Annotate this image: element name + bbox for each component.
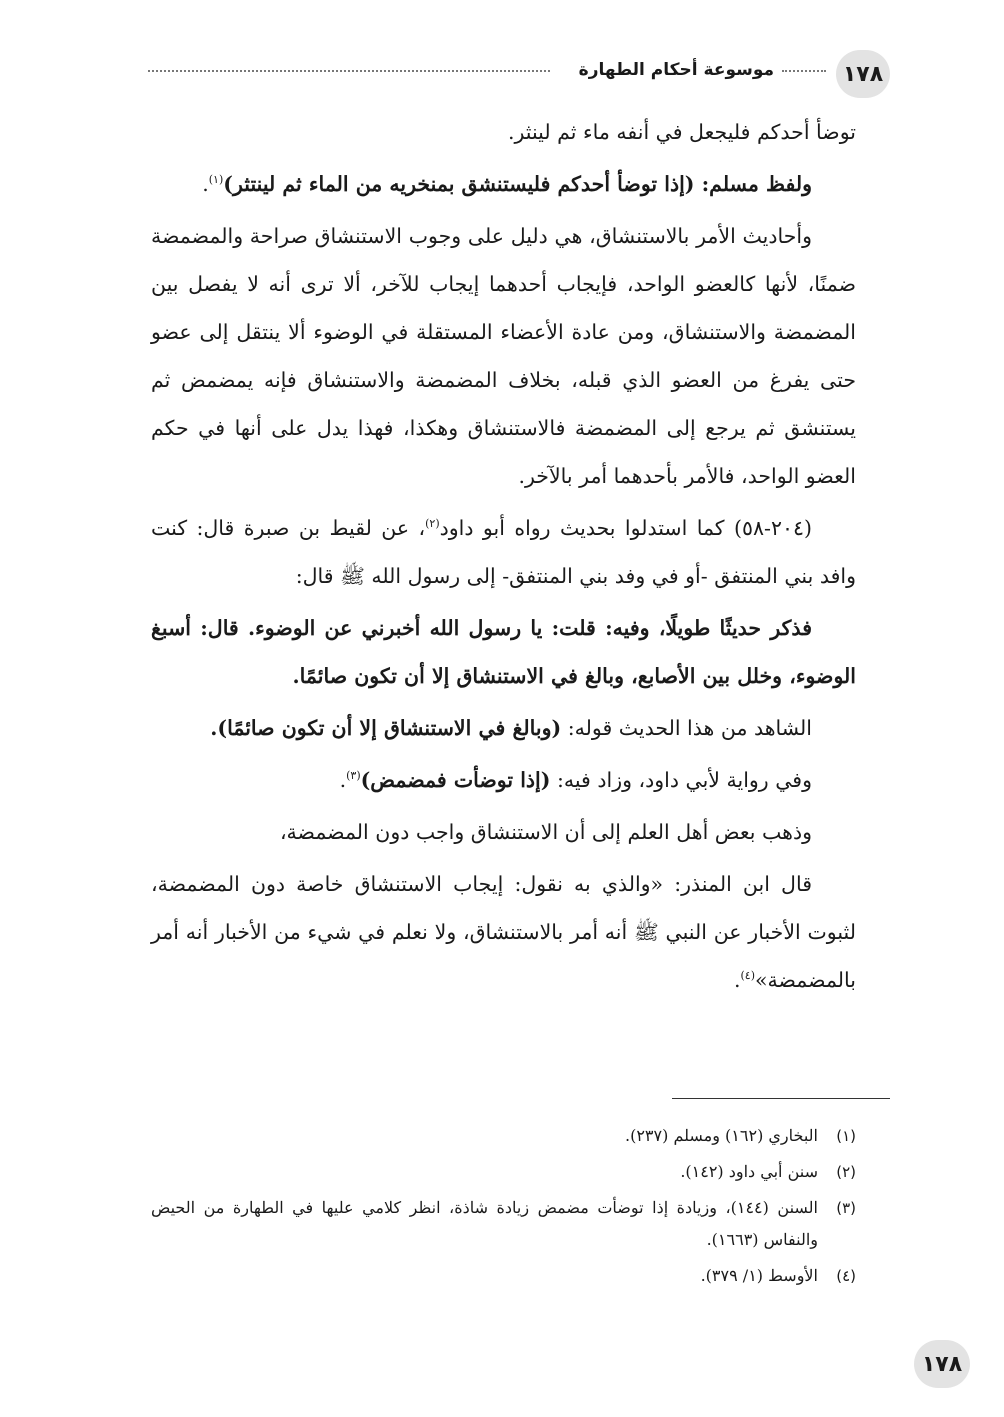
running-title: موسوعة أحكام الطهارة <box>571 60 782 80</box>
header-page-number: ١٧٨ <box>836 50 890 98</box>
footnotes <box>151 1120 856 1296</box>
footnote-ref-2[interactable]: (٢) <box>425 517 440 531</box>
footnote-ref-3[interactable]: (٣) <box>346 769 361 783</box>
footnote-2: (٢) سنن أبي داود (١٤٢). <box>680 1162 856 1181</box>
footer-page-number: ١٧٨ <box>914 1340 970 1388</box>
footnote-separator <box>672 1098 890 1099</box>
header-dotted-rule-right <box>782 70 826 72</box>
paragraph-8: وذهب بعض أهل العلم إلى أن الاستنشاق واجب دون المضمضة، <box>279 820 812 844</box>
paragraph-1: توضأ أحدكم فليجعل في أنفه ماء ثم لينثر. <box>507 120 856 144</box>
paragraph-4: (٢٠٤-٥٨) كما استدلوا بحديث رواه أبو داود$^{(٢)}$، عن لقيط بن صبرة قال: كنت وافد بني المنتفق -أو في وفد بني المنتفق- إلى رسول الله ﷺ قال: <box>151 516 856 588</box>
paragraph-5: فذكر حديثًا طويلًا، وفيه: قلت: يا رسول الله أخبرني عن الوضوء. قال: أسبغ الوضوء، وخلل بين الأصابع، وبالغ في الاستنشاق إلا أن تكون صائمًا. <box>151 616 856 688</box>
paragraph-9: قال ابن المنذر: «والذي به نقول: إيجاب الاستنشاق خاصة دون المضمضة، لثبوت الأخبار عن النبي ﷺ أنه أمر بالاستنشاق، ولا نعلم في شيء من الأخبار أنه أمر بالمضمضة»$^{(٤)}$. <box>151 872 856 992</box>
header-dotted-rule-left <box>148 70 550 72</box>
paragraph-7: وفي رواية لأبي داود، وزاد فيه: (إذا توضأت فمضمض)$^{(٣)}$. <box>339 768 812 792</box>
footnote-ref-1[interactable]: (١) <box>208 173 224 187</box>
paragraph-3: وأحاديث الأمر بالاستنشاق، هي دليل على وجوب الاستنشاق صراحة والمضمضة ضمنًا، لأنها كالعضو الواحد، فإيجاب أحدهما إيجاب للآخر، ألا ترى أنه لا يفصل بين المضمضة والاستنشاق، ومن عادة الأعضاء المستقلة في الوضوء ألا ينتقل إلى عضو حتى يفرغ من العضو الذي قبله، بخلاف المضمضة والاستنشاق فإنه يمضمض ثم يستنشق ثم يرجع إلى المضمضة فالاستنشاق وهكذا، فهذا يدل على أنها في حكم العضو الواحد، فالأمر بأحدهما أمر بالآخر. <box>151 224 856 488</box>
paragraph-6: الشاهد من هذا الحديث قوله: (وبالغ في الاستنشاق إلا أن تكون صائمًا). <box>210 716 812 740</box>
footnote-1: (١) البخاري (١٦٢) ومسلم (٢٣٧). <box>625 1126 856 1145</box>
footnote-ref-4[interactable]: (٤) <box>740 969 755 983</box>
body-text <box>151 108 856 1008</box>
page-header <box>148 50 890 100</box>
footnote-4: (٤) الأوسط (١/ ٣٧٩). <box>700 1266 856 1285</box>
paragraph-2: ولفظ مسلم: (إذا توضأ أحدكم فليستنشق بمنخريه من الماء ثم لينتثر)$^{(١)}$. <box>202 172 812 196</box>
footnote-3: (٣) السنن (١٤٤)، وزيادة إذا توضأت مضمض زيادة شاذة، انظر كلامي عليها في الطهارة من الحيض والنفاس (١٦٦٣). <box>151 1198 856 1249</box>
